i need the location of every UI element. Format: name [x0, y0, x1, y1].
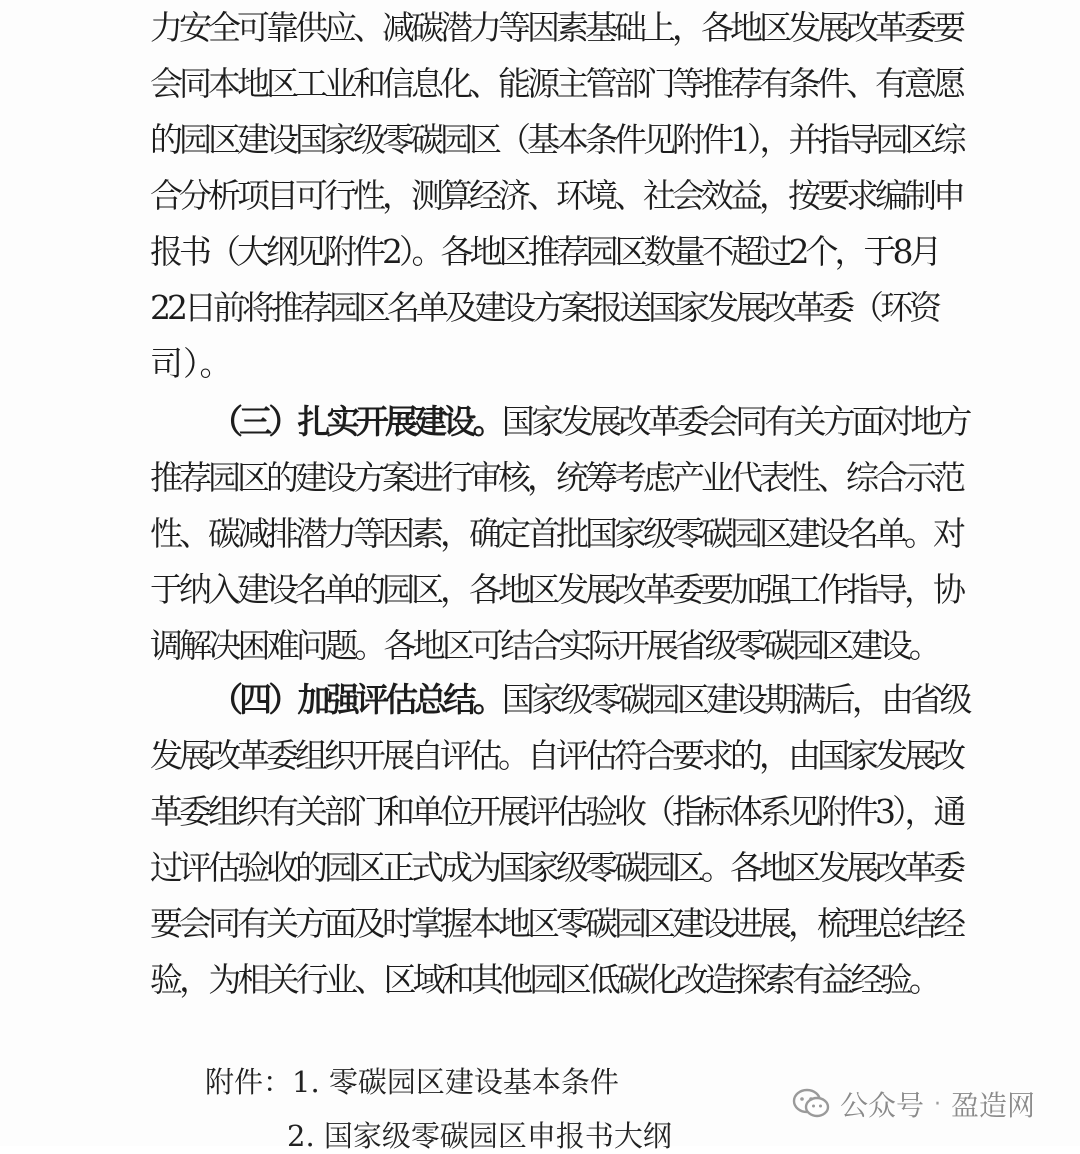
- attachment-item: 1. 零碳园区建设基本条件: [292, 1065, 619, 1099]
- text-line: 会同本地区工业和信息化、能源主管部门等推荐有条件、有意愿: [150, 64, 962, 103]
- text-line: 的园区建设国家级零碳园区（基本条件见附件1），并指导园区综: [150, 120, 963, 159]
- text-line: 调解决困难问题。各地区可结合实际开展省级零碳园区建设。: [150, 626, 939, 665]
- section-3-heading: （三）扎实开展建设。: [210, 402, 502, 441]
- section-4-first-line: [210, 680, 969, 720]
- attachment-label: 附件：: [205, 1065, 293, 1099]
- attachment-list: [205, 1064, 619, 1100]
- text-line: 合分析项目可行性，测算经济、环境、社会效益，按要求编制申: [150, 176, 962, 215]
- text-line: 于纳入建设名单的园区，各地区发展改革委要加强工作指导，协: [150, 570, 962, 609]
- text-line: 性、碳减排潜力等因素，确定首批国家级零碳园区建设名单。对: [150, 514, 962, 553]
- attachment-item: 2. 国家级零碳园区申报书大纲: [287, 1119, 672, 1153]
- text-line: 验，为相关行业、区域和其他园区低碳化改造探索有益经验。: [150, 960, 939, 999]
- text-line: 报书（大纲见附件2）。各地区推荐园区数量不超过2个，于8月: [150, 232, 939, 271]
- watermark-text-name: 盈造网: [951, 1089, 1036, 1122]
- watermark-text-account: 公众号: [840, 1089, 925, 1122]
- text-line: 22日前将推荐园区名单及建设方案报送国家发展改革委（环资: [150, 288, 938, 327]
- watermark-separator: ·: [934, 1091, 942, 1117]
- text-line: 要会同有关方面及时掌握本地区零碳园区建设进展，梳理总结经: [150, 904, 962, 943]
- text-line: 发展改革委组织开展自评估。自评估符合要求的，由国家发展改: [150, 736, 962, 775]
- section-4-heading: （四）加强评估总结。: [210, 680, 502, 719]
- text-line: 推荐园区的建设方案进行审核，统筹考虑产业代表性、综合示范: [150, 458, 962, 497]
- text-line: 司）。: [150, 344, 233, 383]
- wechat-official-account-icon: [792, 1087, 830, 1121]
- section-4-line-text: 国家级零碳园区建设期满后，由省级: [501, 680, 969, 719]
- text-line: 过评估验收的园区正式成为国家级零碳园区。各地区发展改革委: [150, 848, 962, 887]
- section-3-first-line: [210, 402, 969, 442]
- text-line: 力安全可靠供应、减碳潜力等因素基础上，各地区发展改革委要: [150, 8, 962, 47]
- text-line: 革委组织有关部门和单位开展评估验收（指标体系见附件3），通: [150, 792, 963, 831]
- section-3-line-text: 国家发展改革委会同有关方面对地方: [501, 402, 969, 441]
- watermark: [792, 1082, 1035, 1126]
